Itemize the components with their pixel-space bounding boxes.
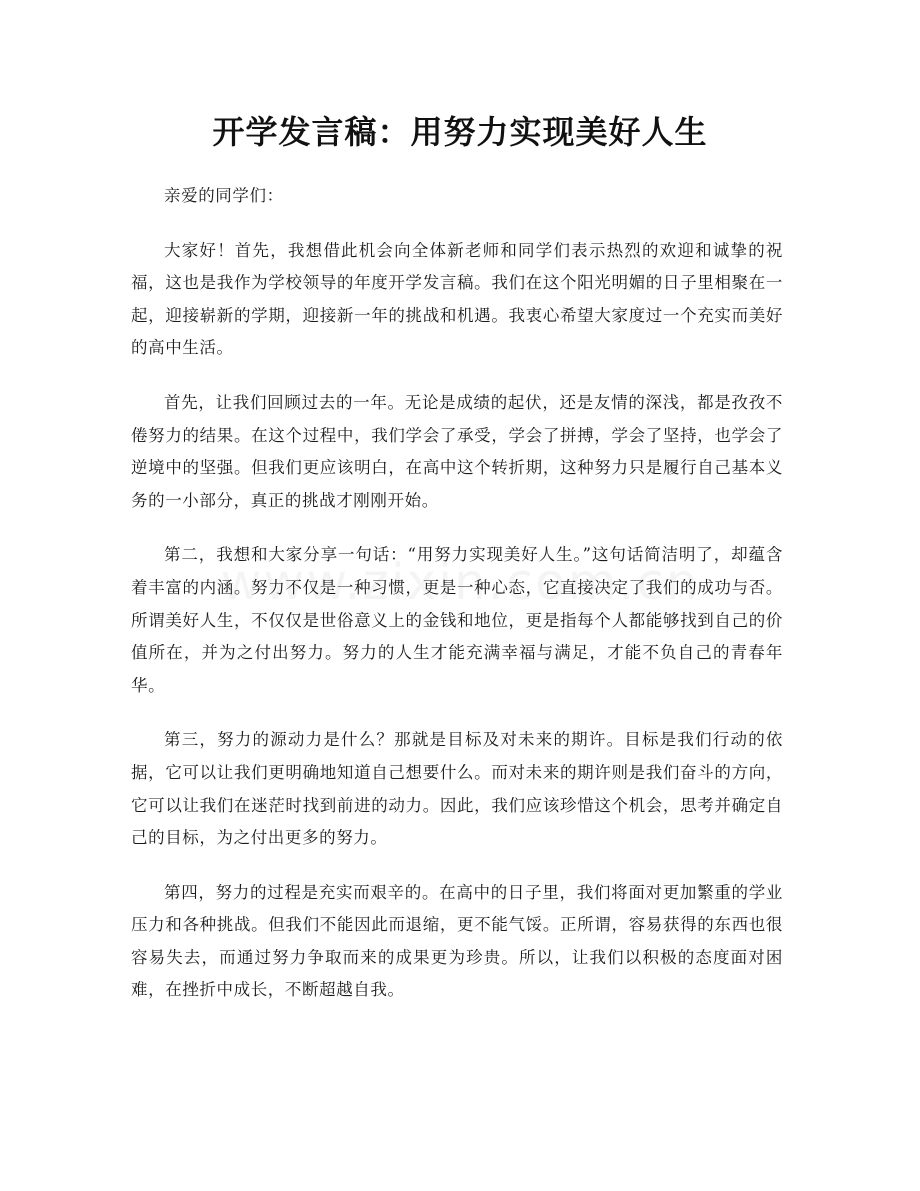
paragraph-third: 第三，努力的源动力是什么？那就是目标及对未来的期许。目标是我们行动的依据，它可以让我们更明确地知道自己想要什么。而对未来的期许则是我们奋斗的方向，它可以让我们在迷茫时找到前进的动力。因此，我们应该珍惜这个机会，思考并确定自己的目标，为之付出更多的努力。 (131, 730, 783, 848)
paragraph-fourth: 第四，努力的过程是充实而艰辛的。在高中的日子里，我们将面对更加繁重的学业压力和各种挑战。但我们不能因此而退缩，更不能气馁。正所谓，容易获得的东西也很容易失去，而通过努力争取而来的成果更为珍贵。所以，让我们以积极的态度面对困难，在挫折中成长，不断超越自我。 (131, 882, 783, 1000)
paragraph-greeting: 大家好！首先，我想借此机会向全体新老师和同学们表示热烈的欢迎和诚挚的祝福，这也是我作为学校领导的年度开学发言稿。我们在这个阳光明媚的日子里相聚在一起，迎接崭新的学期，迎接新一年的挑战和机遇。我衷心希望大家度过一个充实而美好的高中生活。 (131, 240, 783, 358)
document-body (131, 180, 783, 1029)
paragraph-second: 第二，我想和大家分享一句话：“用努力实现美好人生。”这句话简洁明了，却蕴含着丰富的内涵。努力不仅是一种习惯，更是一种心态，它直接决定了我们的成功与否。所谓美好人生，不仅仅是世俗意义上的金钱和地位，更是指每个人都能够找到自己的价值所在，并为之付出努力。努力的人生才能充满幸福与满足，才能不负自己的青春年华。 (131, 545, 783, 695)
paragraph-first: 首先，让我们回顾过去的一年。无论是成绩的起伏，还是友情的深浅，都是孜孜不倦努力的结果。在这个过程中，我们学会了承受，学会了拼搏，学会了坚持，也学会了逆境中的坚强。但我们更应该明白，在高中这个转折期，这种努力只是履行自己基本义务的一小部分，真正的挑战才刚刚开始。 (131, 392, 783, 510)
document-title: 开学发言稿：用努力实现美好人生 (212, 113, 708, 151)
salutation: 亲爱的同学们： (164, 186, 284, 205)
